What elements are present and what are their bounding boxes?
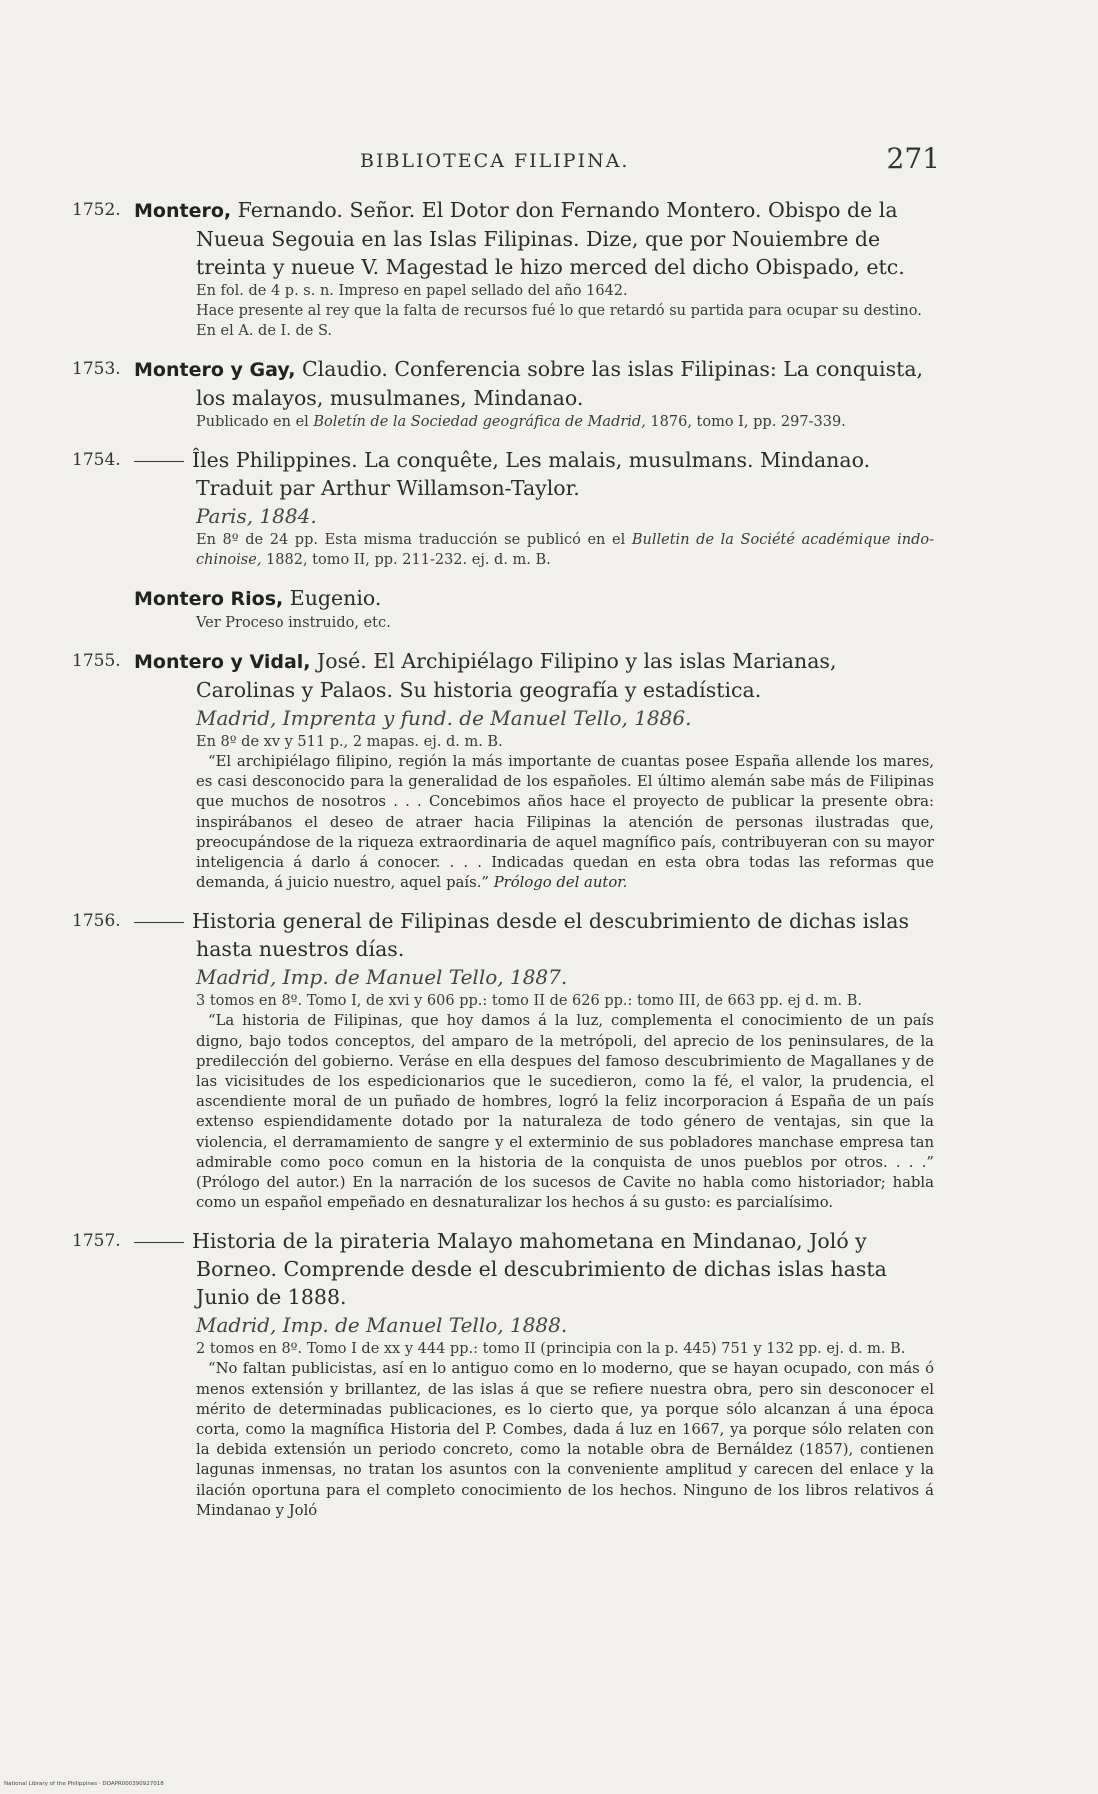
entry-number: 1755. [72,651,121,671]
quote-source: Prólogo del autor. [493,874,628,892]
entry-imprint: Madrid, Imprenta y fund. de Manuel Tello, 1886. [196,706,692,730]
entry-quote: “La historia de Filipinas, que hoy damos á la luz, complementa el conocimiento de un país digno, bajo todos conceptos, del amparo de la metrópoli, del aprecio de los peninsulares, de la predilección del gobierno. Veráse en ella despues del famoso descubrimiento de Magallanes y de las vicisitudes de los espedicionarios que le sucedieron, como la fé, el valor, la prudencia, el ascendiente moral de un puñado de hombres, logró la feliz incorporacion á España de un país extenso espiendidamente dotado por la naturaleza de todo género de ventajas, sin que la violencia, el derramamiento de sangre y el exterminio de sus pobladores manchase empresa tan admirable como poco comun en la historia de la conquista de unos pueblos por otros. . . .” (Prólogo del autor.) En la narración de los sucesos de Cavite no habla como historiador; habla como un español empeñado en desnaturalizar los hechos á su gusto: es parcialísimo. [196,1012,934,1212]
note-text: 1876, tomo I, pp. 297-339. [645,414,846,430]
entry-note [196,530,934,570]
entry-heading [134,196,934,281]
scan-footer: National Library of the Philippines · DOAPR000390927018 [4,1781,164,1787]
quote-text: “El archipiélago filipino, región la más importante de cuantas posee España allende los mares, es casi desconocido para la generalidad de los españoles. El último alemán sabe más de Filipinas que muchos de nosotros . . . Concebimos años hace el proyecto de publicar la presente obra: inspirábanos el deseo de atraer hacia Filipinas la atención de personas ilustradas que, preocupándose de la riqueza extraordinaria de aquel magnífico país, contribuyeran con su mayor inteligencia á darlo á conocer. . . . Indicadas quedan en esta obra todas las reformas que demanda, á juicio nuestro, aquel país.” [196,753,934,892]
entry-heading [134,355,934,412]
entry-title: Señor. El Dotor don Fernando Montero. Obispo de la Nueua Segouia en las Islas Filipinas. Dize, que por Nouiembre de treinta y nueue V. Magestad le hizo merced del dicho Obispado, etc. [196,198,905,279]
entry-quote: “No faltan publicistas, así en lo antiguo como en lo moderno, que se hayan ocupado, con más ó menos extensión y brillantez, de las islas á que se refiere nuestra obra, pero sin desconocer el mérito de determinadas publicaciones, es lo cierto que, ya porque sólo alcanzan á una época corta, como la magnífica Historia del P. Combes, dada á luz en 1667, ya porque sólo relaten con la debida extensión un periodo concreto, como la notable obra de Bernáldez (1857), contienen lagunas inmensas, no tratan los asuntos con la conveniente amplitud y carecen del enlace y la ilación oportuna para el completo conocimiento de los hechos. Ninguno de los libros relativos á Mindanao y Joló [196,1360,934,1519]
entry-note: Hace presente al rey que la falta de recursos fué lo que retardó su partida para ocupar su destino. [196,303,922,319]
entry-author-given: Claudio. [295,357,388,381]
entry-author-given: Fernando. [231,198,343,222]
entry-title: El Archipiélago Filipino y las islas Marianas, Carolinas y Palaos. Su historia geografía y estadística. [196,649,837,702]
entry-imprint: Paris, 1884. [196,504,317,528]
entry-heading [134,446,934,502]
note-text: 1882, tomo II, pp. 211-232. ej. d. m. B. [261,552,551,568]
page-number: 271 [886,142,940,175]
entry-1757 [72,1227,934,1521]
entry-1753 [72,355,934,432]
entry-author: Montero, [134,200,232,222]
entry-author: Montero y Vidal, [134,651,311,673]
entry-author: Montero Rios, [134,588,284,610]
entry-title: Historia de la pirateria Malayo mahometana en Mindanao, Joló y Borneo. Comprende desde el descubrimiento de dichas islas hasta Junio de 1888. [192,1229,887,1310]
entry-1755 [72,647,934,893]
page-header [130,142,940,182]
entry-note: En el A. de I. de S. [196,323,332,339]
ditto-dash [134,461,184,462]
entry-1754 [72,446,934,570]
entry-note: En 8º de xv y 511 p., 2 mapas. ej. d. m. B. [196,734,503,750]
bibliography-entries [72,196,934,1535]
running-title: BIBLIOTECA FILIPINA. [360,150,630,172]
entry-number: 1753. [72,359,121,379]
entry-heading [134,647,934,704]
entry-imprint: Madrid, Imp. de Manuel Tello, 1888. [196,1313,568,1338]
entry-heading [134,1227,934,1311]
entry-heading [134,584,934,613]
entry-number: 1752. [72,200,121,220]
ditto-dash [134,922,184,923]
entry-note [196,412,934,432]
entry-1756 [72,907,934,1213]
entry-note: Ver Proceso instruido, etc. [196,615,391,631]
entry-montero-rios [72,584,934,633]
entry-author-given: José. [310,649,367,673]
entry-number: 1757. [72,1231,121,1252]
entry-author: Montero y Gay, [134,359,296,381]
entry-1752 [72,196,934,341]
entry-note: 3 tomos en 8º. Tomo I, de xvi y 606 pp.: tomo II de 626 pp.: tomo III, de 663 pp. ej d. m. B. [196,993,863,1010]
journal-title: Bulletin de la Société académique indo-chinoise, [196,532,934,568]
note-text: Publicado en el [196,414,314,430]
entry-note: En fol. de 4 p. s. n. Impreso en papel sellado del año 1642. [196,283,628,299]
entry-number: 1754. [72,450,121,470]
entry-note: 2 tomos en 8º. Tomo I de xx y 444 pp.: tomo II (principia con la p. 445) 751 y 132 pp. ej. d. m. B. [196,1341,906,1358]
entry-imprint: Madrid, Imp. de Manuel Tello, 1887. [196,965,568,990]
entry-title: Îles Philippines. La conquête, Les malais, musulmans. Mindanao. Traduit par Arthur Willamson-Taylor. [192,448,871,500]
entry-author-given: Eugenio. [283,586,382,610]
entry-number: 1756. [72,911,121,932]
ditto-dash [134,1242,184,1243]
entry-title: Historia general de Filipinas desde el descubrimiento de dichas islas hasta nuestros días. [192,909,909,962]
journal-title: Boletín de la Sociedad geográfica de Madrid, [313,414,646,430]
entry-title: Conferencia sobre las islas Filipinas: La conquista, los malayos, musulmanes, Mindanao. [196,357,924,410]
note-text: En 8º de 24 pp. Esta misma traducción se publicó en el [196,532,632,548]
entry-quote [196,752,934,893]
entry-heading [134,907,934,963]
